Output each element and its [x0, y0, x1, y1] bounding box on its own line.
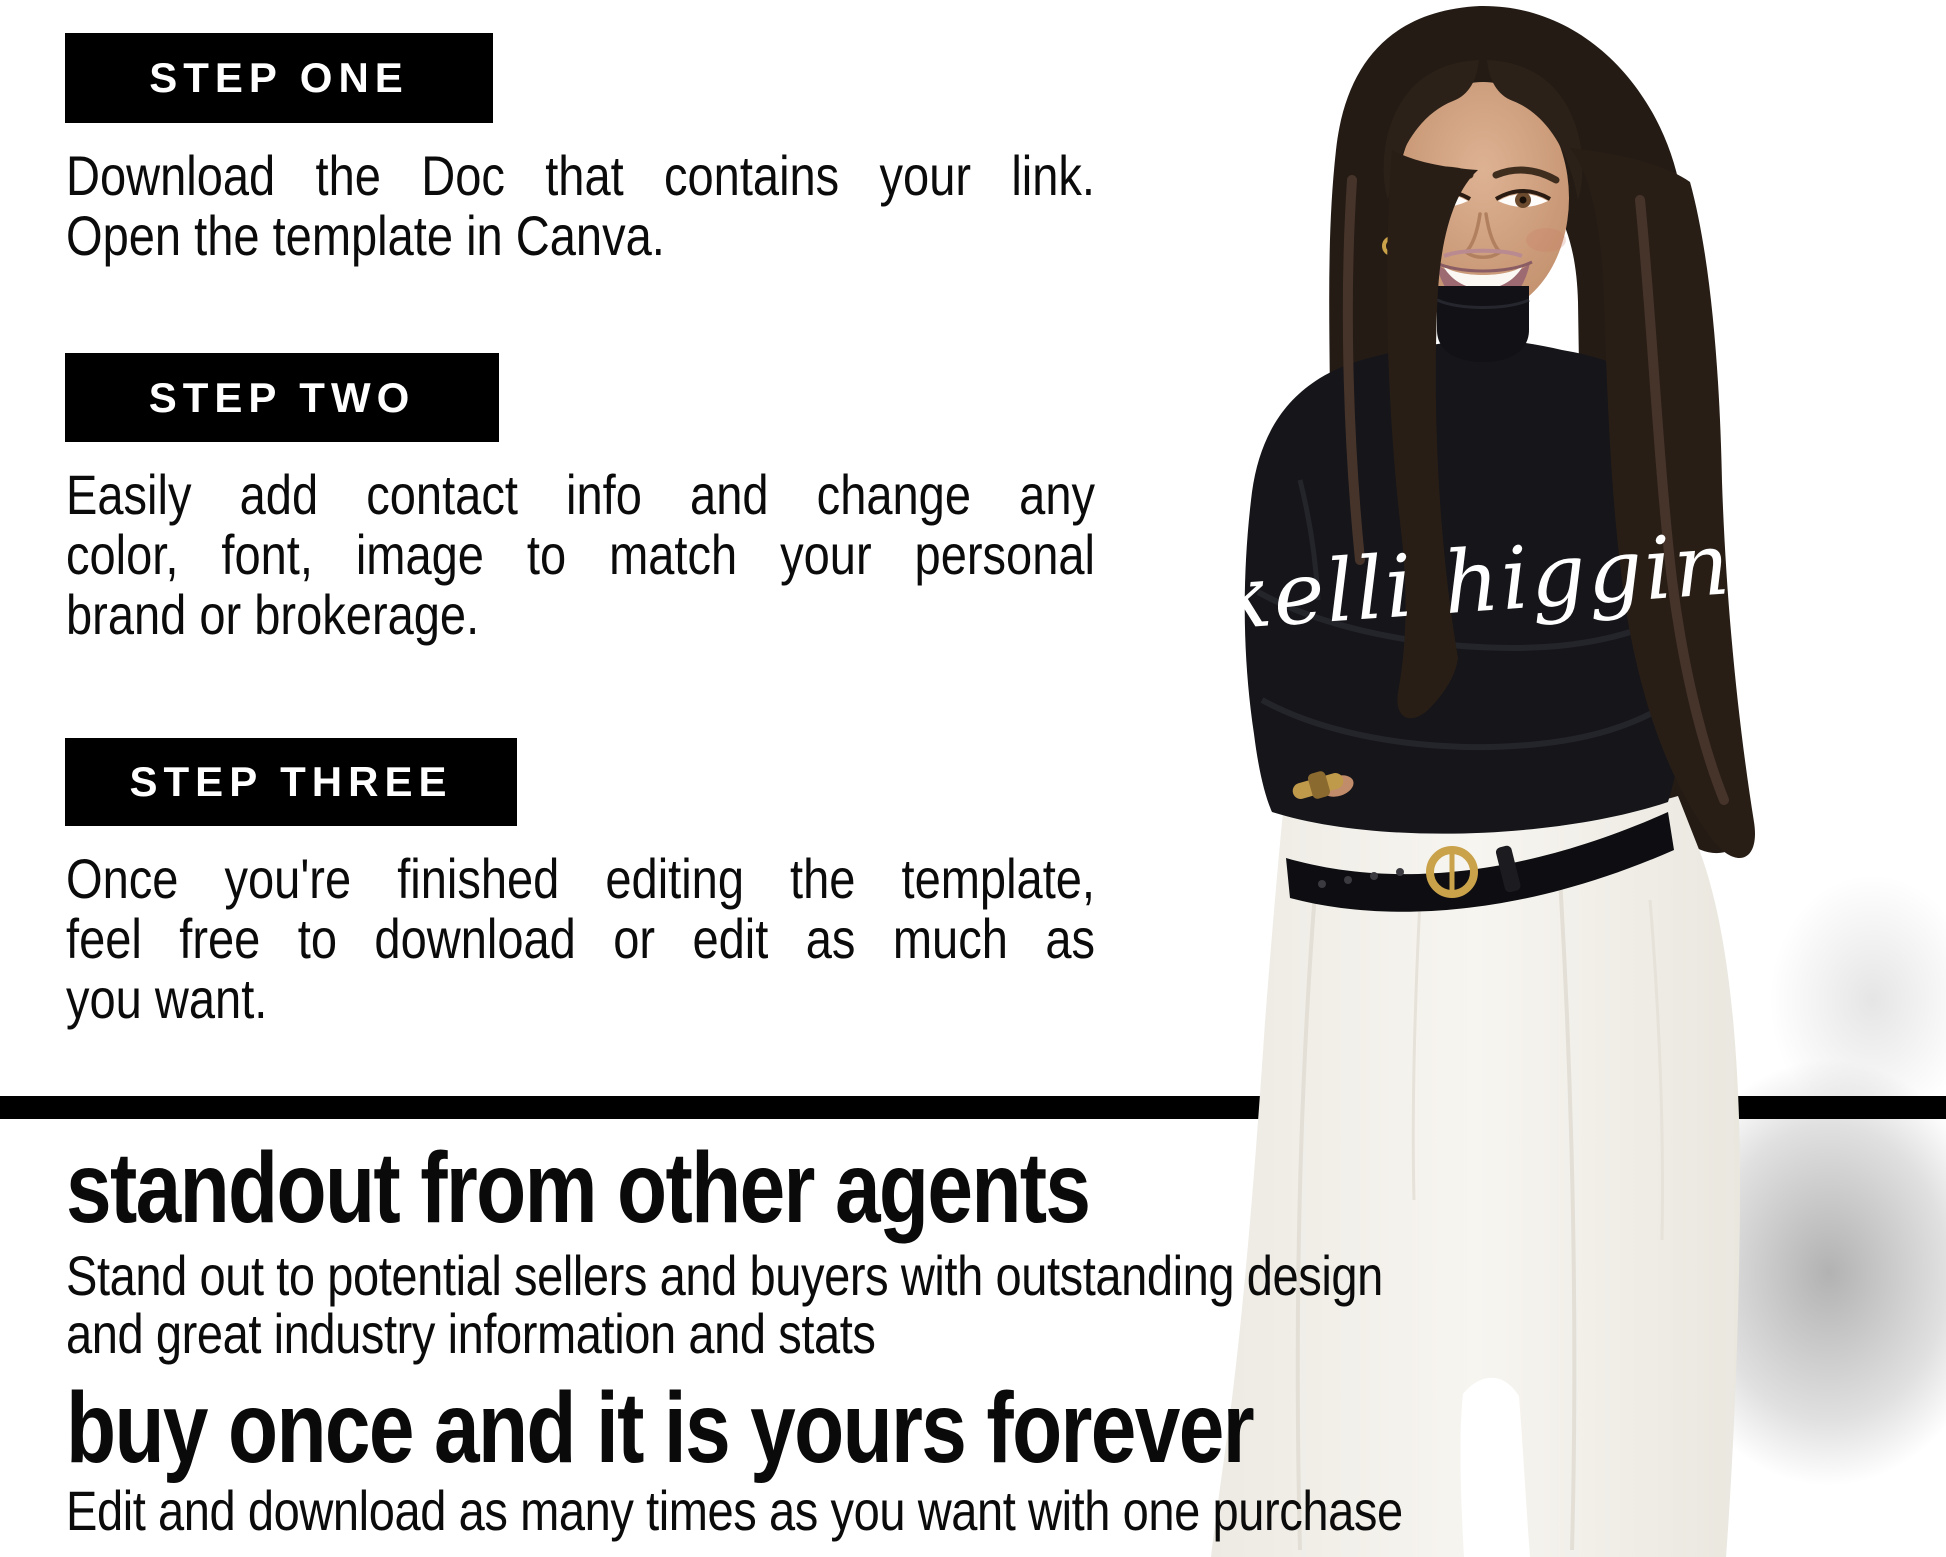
step-three-banner — [65, 738, 517, 826]
step-one-body-line: Open the template in Canva. — [66, 204, 665, 267]
benefit-body-line: Edit and download as many times as you want with one purchase — [66, 1479, 1403, 1542]
right-blush — [1526, 228, 1566, 252]
step-three-body-line: you want. — [66, 967, 268, 1030]
benefit-body-line: and great industry information and stats — [66, 1302, 876, 1365]
step-two-label: STEP TWO — [148, 373, 416, 421]
step-one-banner — [65, 33, 493, 123]
turtleneck-collar — [1437, 286, 1529, 362]
pants-leg-gap — [1460, 1378, 1530, 1557]
step-three-body — [66, 849, 1095, 1029]
step-two-body-line: color, font, image to match your personal — [66, 523, 1095, 586]
benefit-heading-standout: standout from other agents — [66, 1132, 1090, 1244]
step-two-banner — [65, 353, 499, 442]
benefit-body-buy-once — [66, 1479, 1403, 1542]
step-three-body-line: feel free to download or edit as much as — [66, 907, 1095, 970]
step-three-label: STEP THREE — [129, 758, 453, 805]
step-three-body-line: Once you're finished editing the template, — [66, 847, 1095, 910]
benefit-body-line: Stand out to potential sellers and buyers with outstanding design — [66, 1244, 1383, 1307]
benefit-heading-buy-once: buy once and it is yours forever — [66, 1372, 1253, 1484]
step-two-body-line: brand or brokerage. — [66, 583, 480, 646]
signature-overlay: kelli higgins — [1216, 510, 1781, 650]
step-one-body-line: Download the Doc that contains your link. — [66, 144, 1095, 207]
benefit-body-standout — [66, 1244, 1383, 1365]
belt-hole — [1344, 876, 1352, 884]
belt-hole — [1396, 868, 1404, 876]
step-two-body — [66, 465, 1095, 645]
belt-hole — [1370, 872, 1378, 880]
step-one-body — [66, 146, 1095, 266]
right-pupil — [1520, 197, 1527, 204]
belt-hole — [1318, 880, 1326, 888]
step-two-body-line: Easily add contact info and change any — [66, 463, 1095, 526]
step-one-label: STEP ONE — [149, 54, 409, 101]
